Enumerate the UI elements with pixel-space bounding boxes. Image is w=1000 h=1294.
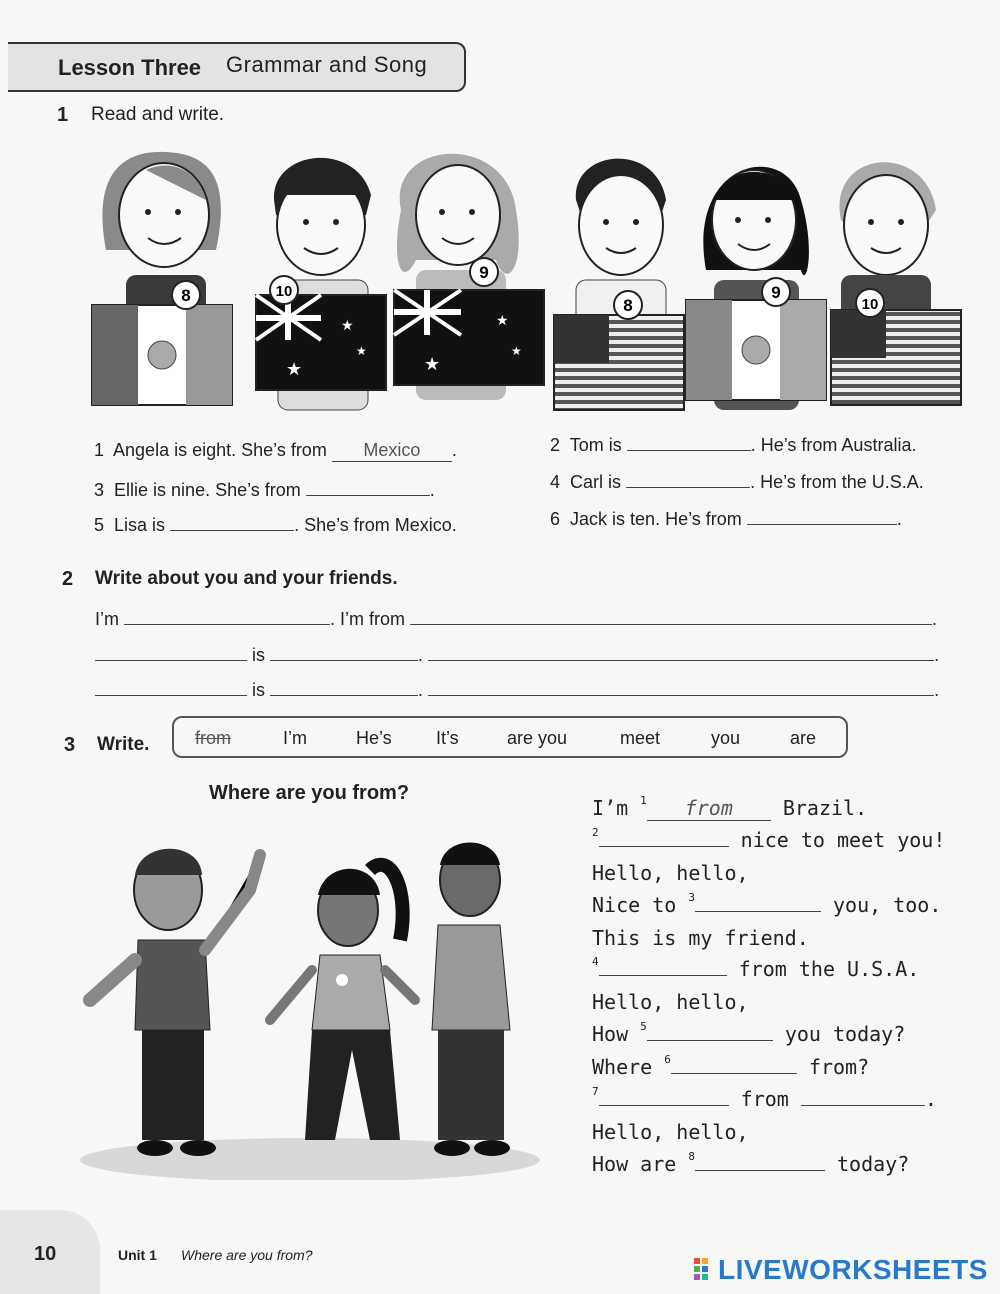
- ex1-answer-1[interactable]: Mexico: [332, 440, 452, 462]
- exercise-3-title: Write.: [97, 734, 150, 755]
- ex2-friend-extra-blank-2[interactable]: [428, 677, 934, 696]
- exercise-1-number: 1: [57, 104, 69, 126]
- footer-unit: Unit 1: [118, 1247, 157, 1263]
- boy-right: [432, 843, 510, 1157]
- child-carl: [554, 159, 684, 410]
- ex1-blank-3[interactable]: [306, 477, 430, 496]
- song-blank-6[interactable]: [671, 1055, 797, 1074]
- ex1-blank-2[interactable]: [627, 432, 751, 451]
- ex1-sentence-2: 2 Tom is . He’s from Australia.: [550, 432, 916, 456]
- song-line-2: $^2$ nice to meet you!: [592, 826, 946, 852]
- ex1-sentence-1: 1 Angela is eight. She’s from Mexico .: [94, 440, 457, 460]
- word-bank-item: meet: [620, 728, 661, 748]
- word-bank-item: I’m: [283, 728, 307, 748]
- word-bank-item: are: [790, 728, 817, 748]
- children-flags-illustration: [86, 140, 970, 420]
- footer-title: Where are you from?: [181, 1247, 313, 1263]
- age-badge: 9: [479, 263, 489, 282]
- ex1-sentence-3: 3 Ellie is nine. She’s from .: [94, 477, 435, 501]
- liveworksheets-logo-icon: [694, 1258, 716, 1280]
- ex2-friend-blank-2[interactable]: [95, 677, 247, 696]
- exercise-2-title: Write about you and your friends.: [95, 568, 398, 589]
- age-badge: 9: [771, 283, 781, 302]
- song-line-11: Hello, hello,: [592, 1120, 749, 1144]
- svg-text:★: ★: [424, 354, 441, 374]
- ex2-line-2: is . .: [95, 642, 939, 666]
- lesson-title: Lesson Three: [58, 55, 202, 80]
- age-badge: 10: [275, 283, 293, 300]
- ex1-sentence-6: 6 Jack is ten. He’s from .: [550, 506, 902, 530]
- ex1-blank-5[interactable]: [170, 512, 294, 531]
- page-number: 10: [34, 1243, 57, 1265]
- svg-text:★: ★: [341, 317, 354, 333]
- word-bank-item: are you: [507, 728, 568, 748]
- girl-middle: [270, 865, 415, 1140]
- liveworksheets-brand[interactable]: LIVEWORKSHEETS: [718, 1254, 988, 1285]
- child-angela: [92, 152, 232, 405]
- child-lisa: [686, 167, 826, 410]
- child-ellie: [394, 154, 544, 400]
- song-line-7: Hello, hello,: [592, 990, 749, 1014]
- song-line-4: Nice to $^3$ you, too.: [592, 891, 942, 917]
- age-badge: 8: [623, 296, 633, 315]
- ex1-sentence-5: 5 Lisa is . She’s from Mexico.: [94, 512, 457, 536]
- word-bank-item: He’s: [356, 728, 392, 748]
- ex2-name-blank[interactable]: [124, 606, 330, 625]
- ex2-line-1: I’m . I’m from .: [95, 606, 937, 630]
- ex2-country-blank[interactable]: [410, 606, 932, 625]
- song-line-8: How $^5$ you today?: [592, 1020, 906, 1046]
- song-line-9: Where $^6$ from?: [592, 1053, 870, 1079]
- svg-text:★: ★: [286, 359, 303, 379]
- boy-left: [90, 849, 260, 1156]
- lesson-subtitle: Grammar and Song: [226, 52, 428, 77]
- exercise-1-title: Read and write.: [91, 104, 225, 125]
- ex2-friend-info-blank-1[interactable]: [270, 642, 418, 661]
- exercise-2-number: 2: [62, 568, 74, 590]
- song-line-6: $^4$ from the U.S.A.: [592, 955, 920, 981]
- exercise-3-number: 3: [64, 734, 76, 756]
- song-line-12: How are $^8$ today?: [592, 1150, 910, 1176]
- child-jack: [831, 162, 961, 405]
- svg-text:★: ★: [356, 344, 367, 358]
- ex2-line-3: is . .: [95, 677, 939, 701]
- song-line-10: $^7$ from .: [592, 1085, 937, 1111]
- ex2-friend-blank-1[interactable]: [95, 642, 247, 661]
- song-blank-7b[interactable]: [801, 1087, 925, 1106]
- song-line-1: I’m $^1$ from Brazil.: [592, 794, 868, 820]
- song-blank-4[interactable]: [599, 957, 727, 976]
- ex1-blank-6[interactable]: [747, 506, 897, 525]
- song-blank-7[interactable]: [599, 1087, 729, 1106]
- song-blank-5[interactable]: [647, 1022, 773, 1041]
- ex2-friend-info-blank-2[interactable]: [270, 677, 418, 696]
- ex2-friend-extra-blank-1[interactable]: [428, 642, 934, 661]
- kids-greeting-illustration: [80, 830, 550, 1180]
- svg-text:★: ★: [511, 344, 522, 358]
- ex1-sentence-4: 4 Carl is . He’s from the U.S.A.: [550, 469, 924, 493]
- age-badge: 10: [861, 296, 879, 313]
- age-badge: 8: [181, 286, 191, 305]
- word-bank-item: you: [711, 728, 741, 748]
- song-blank-3[interactable]: [695, 893, 821, 912]
- song-title: Where are you from?: [209, 782, 410, 804]
- song-line-5: This is my friend.: [592, 926, 809, 950]
- song-blank-8[interactable]: [695, 1152, 825, 1171]
- song-answer-1[interactable]: from: [647, 796, 771, 821]
- svg-text:★: ★: [496, 312, 509, 328]
- ex1-blank-4[interactable]: [626, 469, 750, 488]
- song-blank-2[interactable]: [599, 828, 729, 847]
- song-line-3: Hello, hello,: [592, 861, 749, 885]
- word-bank-item: from: [195, 728, 231, 748]
- word-bank-item: It’s: [436, 728, 459, 748]
